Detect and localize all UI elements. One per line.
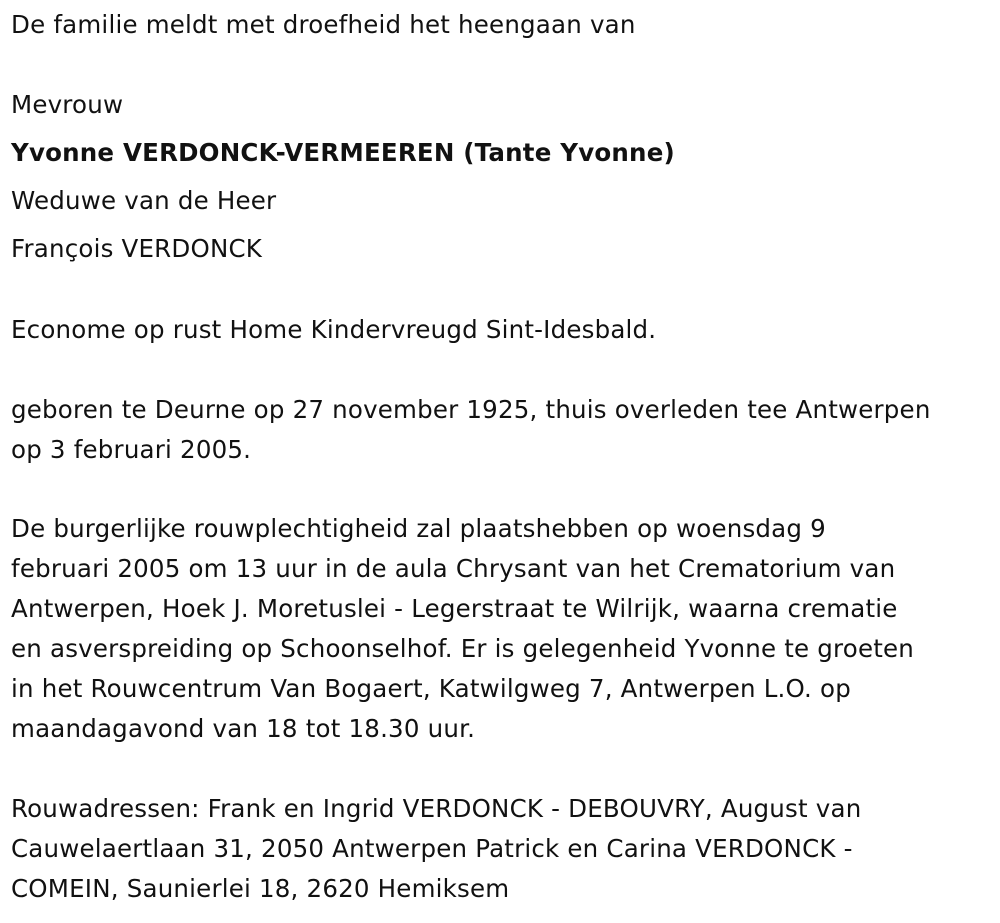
intro-text: De familie meldt met droefheid het heengaan van <box>11 10 636 39</box>
ceremony-line: en asverspreiding op Schoonselhof. Er is gelegenheid Yvonne te groeten <box>11 634 915 663</box>
salutation: Mevrouw <box>11 90 124 119</box>
ceremony-paragraph <box>11 509 991 749</box>
widow-of-text: Weduwe van de Heer <box>11 186 277 215</box>
deceased-name: Yvonne VERDONCK-VERMEEREN (Tante Yvonne) <box>11 138 675 167</box>
ceremony-line: in het Rouwcentrum Van Bogaert, Katwilgweg 7, Antwerpen L.O. op <box>11 674 851 703</box>
ceremony-line: De burgerlijke rouwplechtigheid zal plaatshebben op woensdag 9 <box>11 514 826 543</box>
birth-death-line: op 3 februari 2005. <box>11 435 252 464</box>
address-line: Rouwadressen: Frank en Ingrid VERDONCK - DEBOUVRY, August van <box>11 794 862 823</box>
address-line: COMEIN, Saunierlei 18, 2620 Hemiksem <box>11 874 510 903</box>
address-line: Cauwelaertlaan 31, 2050 Antwerpen Patrick en Carina VERDONCK - <box>11 834 853 863</box>
birth-death-line: geboren te Deurne op 27 november 1925, thuis overleden tee Antwerpen <box>11 395 931 424</box>
ceremony-line: maandagavond van 18 tot 18.30 uur. <box>11 714 476 743</box>
birth-death-paragraph <box>11 390 991 470</box>
addresses-paragraph <box>11 789 991 909</box>
ceremony-line: Antwerpen, Hoek J. Moretuslei - Legerstraat te Wilrijk, waarna crematie <box>11 594 898 623</box>
ceremony-line: februari 2005 om 13 uur in de aula Chrysant van het Crematorium van <box>11 554 896 583</box>
occupation-text: Econome op rust Home Kindervreugd Sint-Idesbald. <box>11 315 657 344</box>
spouse-name: François VERDONCK <box>11 234 263 263</box>
